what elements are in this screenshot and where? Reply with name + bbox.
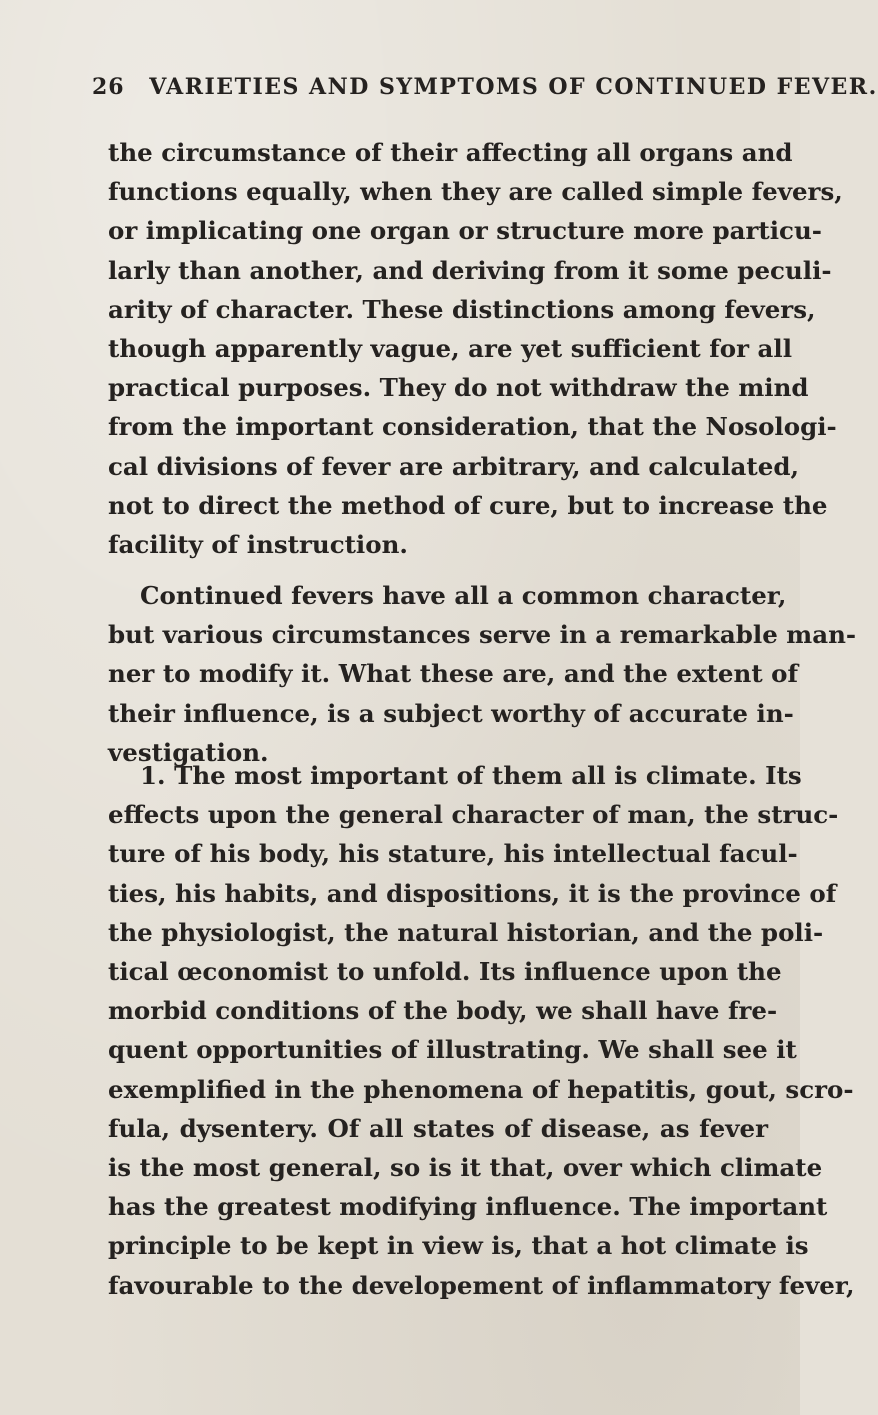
text-line: ner to modify it. What these are, and the extent of — [108, 659, 799, 689]
text-line: vestigation. — [108, 737, 269, 767]
text-line: larly than another, and deriving from it some peculi- — [108, 255, 832, 285]
text-line: arity of character. These distinctions among fevers, — [108, 294, 816, 324]
paragraph-2 — [108, 576, 857, 772]
text-line: from the important consideration, that the Nosologi- — [108, 412, 837, 442]
text-line: is the most general, so is it that, over which climate — [108, 1153, 823, 1183]
text-line: the physiologist, the natural historian, and the poli- — [108, 917, 824, 947]
text-line: principle to be kept in view is, that a hot climate is — [108, 1231, 809, 1261]
text-line: the circumstance of their affecting all organs and — [108, 138, 793, 167]
text-line: though apparently vague, are yet sufficient for all — [108, 334, 793, 364]
text-line: effects upon the general character of man, the struc- — [108, 800, 839, 830]
page-number: 26 — [92, 74, 125, 100]
text-line: or implicating one organ or structure more particu- — [108, 216, 822, 246]
text-line: quent opportunities of illustrating. We shall see it — [108, 1035, 797, 1065]
paragraph-3 — [108, 756, 855, 1305]
text-line: has the greatest modifying influence. The important — [108, 1192, 828, 1222]
text-line: practical purposes. They do not withdraw the mind — [108, 373, 809, 403]
paragraph-1 — [108, 133, 843, 564]
text-line: cal divisions of fever are arbitrary, and calculated, — [108, 451, 799, 481]
running-header — [92, 74, 878, 100]
text-line: not to direct the method of cure, but to increase the — [108, 490, 828, 520]
text-line: ties, his habits, and dispositions, it is the province of — [108, 878, 837, 908]
text-line: 1. The most important of them all is climate. Its — [140, 761, 802, 790]
text-line: fula, dysentery. Of all states of disease, as fever — [108, 1113, 768, 1143]
text-line: ture of his body, his stature, his intellectual facul- — [108, 839, 798, 869]
running-title: VARIETIES AND SYMPTOMS OF CONTINUED FEVER. — [149, 74, 878, 100]
text-line: favourable to the developement of inflammatory fever, — [108, 1270, 855, 1300]
text-line: but various circumstances serve in a remarkable man- — [108, 620, 857, 650]
text-line: morbid conditions of the body, we shall have fre- — [108, 996, 778, 1026]
text-line: functions equally, when they are called simple fevers, — [108, 177, 843, 207]
text-line: their influence, is a subject worthy of accurate in- — [108, 698, 794, 728]
text-line: facility of instruction. — [108, 530, 408, 560]
text-line: exemplified in the phenomena of hepatitis, gout, scro- — [108, 1074, 854, 1104]
text-line: tical œconomist to unfold. Its influence upon the — [108, 957, 782, 987]
text-line: Continued fevers have all a common character, — [140, 581, 787, 610]
